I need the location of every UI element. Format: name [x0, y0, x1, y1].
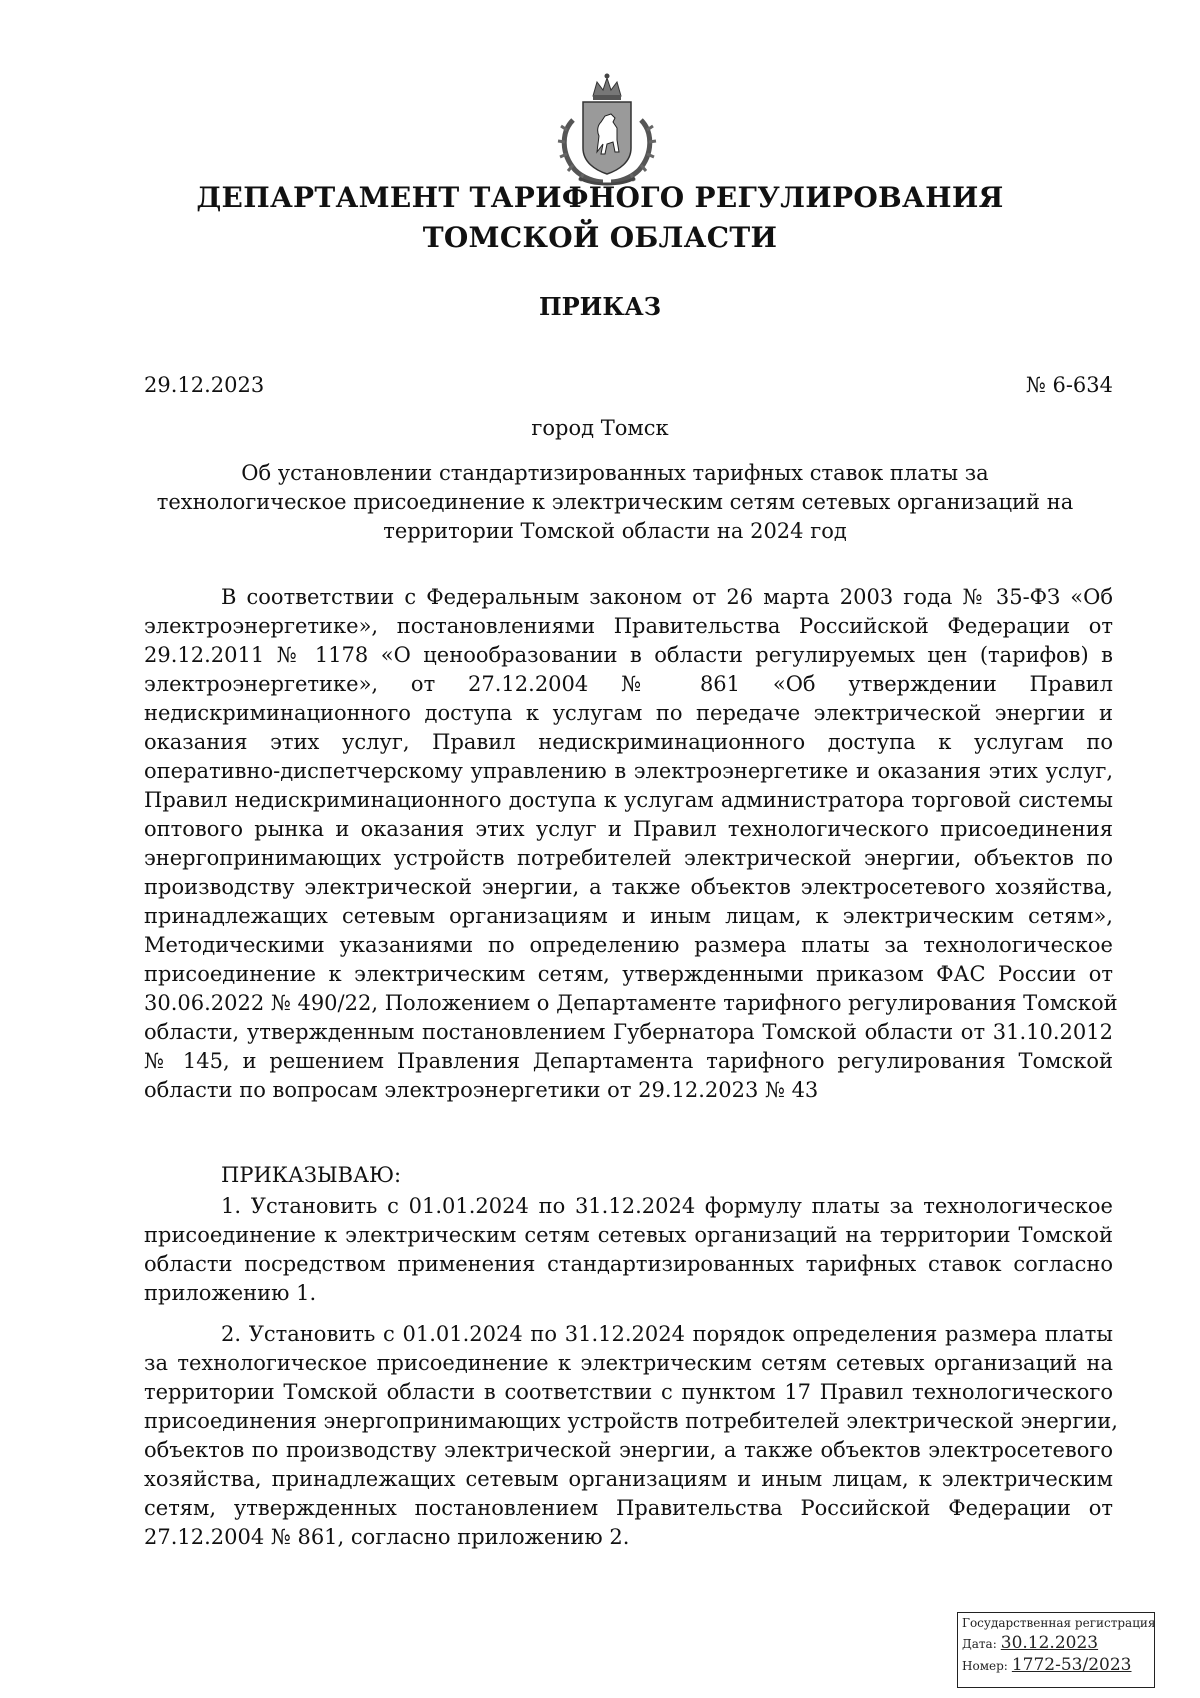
preamble-line: области по вопросам электроэнергетики от 29.12.2023 № 43 [144, 1078, 819, 1102]
item-line: присоединение к электрическим сетям сетевых организаций на территории Томской [144, 1223, 1113, 1247]
order-item-2 [144, 1320, 1118, 1552]
registration-number-label: Номер: [962, 1658, 1008, 1673]
item-line: территории Томской области в соответствии с пунктом 17 Правил технологического [144, 1380, 1113, 1404]
document-subject [150, 459, 1080, 546]
preamble-line: Методическими указаниями по определению размера платы за технологическое [144, 933, 1113, 957]
preamble-line: производству электрической энергии, а также объектов электросетевого хозяйства, [144, 875, 1113, 899]
subject-line: территории Томской области на 2024 год [383, 519, 847, 543]
item-line: сетям, утвержденных постановлением Правительства Российской Федерации от [144, 1496, 1113, 1520]
document-type-title: ПРИКАЗ [538, 292, 662, 321]
registration-date-row [962, 1632, 1150, 1654]
item-line: хозяйства, принадлежащих сетевым организациям и иным лицам, к электрическим [144, 1467, 1113, 1491]
preamble-paragraph [144, 583, 1118, 1105]
preamble-line: области, утвержденным постановлением Губернатора Томской области от 31.10.2012 [144, 1020, 1113, 1044]
document-number: № 6-634 [1025, 373, 1113, 397]
preamble-line: электроэнергетике», постановлениями Правительства Российской Федерации от [144, 614, 1113, 638]
order-item-1 [144, 1192, 1113, 1308]
preamble-line: оптового рынка и оказания этих услуг и Правил технологического присоединения [144, 817, 1113, 841]
subject-line: Об установлении стандартизированных тарифных ставок платы за [241, 461, 989, 485]
preamble-line: Правил недискриминационного доступа к услугам администратора торговой системы [144, 788, 1113, 812]
item-line: присоединения энергопринимающих устройств потребителей электрической энергии, [144, 1409, 1118, 1433]
document-city: город Томск [531, 416, 669, 440]
preamble-line: оказания этих услуг, Правил недискриминационного доступа к услугам по [144, 730, 1113, 754]
registration-number-row [962, 1654, 1150, 1676]
item-line: объектов по производству электрической энергии, а также объектов электросетевого [144, 1438, 1113, 1462]
preamble-line: 30.06.2022 № 490/22, Положением о Департаменте тарифного регулирования Томской [144, 991, 1118, 1015]
registration-number-value: 1772-53/2023 [1011, 1654, 1132, 1675]
item-line: за технологическое присоединение к электрическим сетям сетевых организаций на [144, 1351, 1113, 1375]
registration-date-label: Дата: [962, 1636, 997, 1651]
document-date: 29.12.2023 [144, 373, 265, 397]
registration-title: Государственная регистрация [962, 1616, 1156, 1630]
registration-stamp [957, 1612, 1155, 1688]
department-title-line2: ТОМСКОЙ ОБЛАСТИ [422, 221, 778, 254]
preamble-line: оперативно-диспетчерскому управлению в электроэнергетике и оказания этих услуг, [144, 759, 1113, 783]
department-title [100, 178, 1100, 258]
department-title-line1: ДЕПАРТАМЕНТ ТАРИФНОГО РЕГУЛИРОВАНИЯ [196, 181, 1004, 214]
preamble-line: присоединение к электрическим сетям, утвержденными приказом ФАС России от [144, 962, 1113, 986]
preamble-line: электроэнергетике», от 27.12.2004 № 861 «Об утверждении Правил [144, 672, 1113, 696]
preamble-line: В соответствии с Федеральным законом от 26 марта 2003 года № 35-ФЗ «Об [221, 585, 1113, 609]
item-line: области посредством применения стандартизированных тарифных ставок согласно [144, 1252, 1113, 1276]
order-heading: ПРИКАЗЫВАЮ: [221, 1163, 402, 1187]
preamble-line: принадлежащих сетевым организациям и иным лицам, к электрическим сетям», [144, 904, 1113, 928]
item-line: приложению 1. [144, 1281, 317, 1305]
registration-date-value: 30.12.2023 [1000, 1632, 1099, 1653]
preamble-line: недискриминационного доступа к услугам по передаче электрической энергии и [144, 701, 1113, 725]
preamble-line: энергопринимающих устройств потребителей электрической энергии, объектов по [144, 846, 1113, 870]
preamble-line: 29.12.2011 № 1178 «О ценообразовании в области регулируемых цен (тарифов) в [144, 643, 1113, 667]
preamble-line: № 145, и решением Правления Департамента тарифного регулирования Томской [144, 1049, 1113, 1073]
item-line: 1. Установить с 01.01.2024 по 31.12.2024 формулу платы за технологическое [221, 1194, 1113, 1218]
item-line: 2. Установить с 01.01.2024 по 31.12.2024 порядок определения размера платы [221, 1322, 1113, 1346]
subject-line: технологическое присоединение к электрическим сетям сетевых организаций на [156, 490, 1074, 514]
coat-of-arms-emblem [553, 70, 661, 188]
item-line: 27.12.2004 № 861, согласно приложению 2. [144, 1525, 630, 1549]
